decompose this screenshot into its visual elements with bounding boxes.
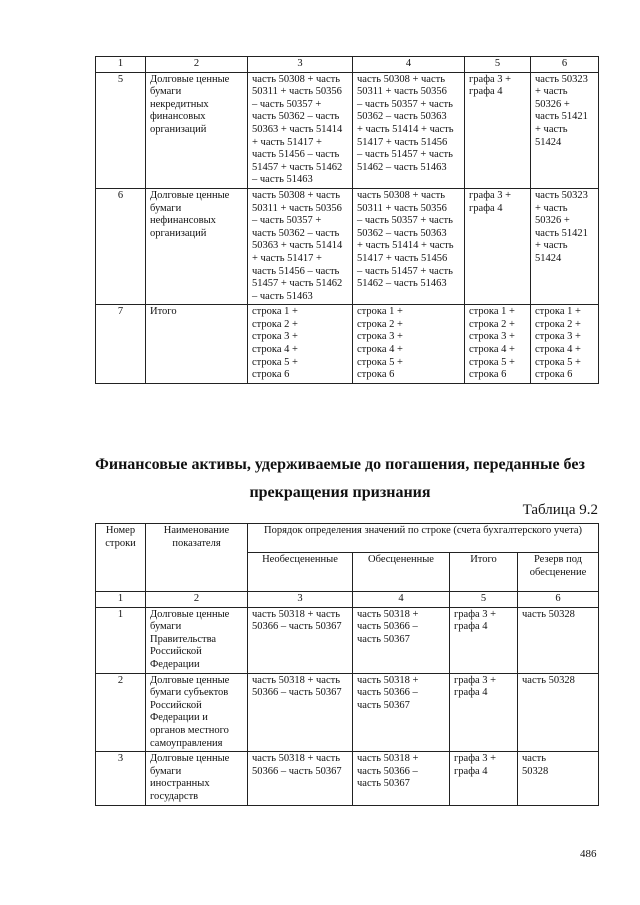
cell-col-4: часть 50308 + часть 50311 + часть 50356 – часть 50357 + часть 50362 – часть 50363 + часть 51414 + часть 51417 + часть 51456 – часть 51457 + часть 51462 – часть 51463: [353, 188, 465, 304]
section-title-line2: прекращения признания: [249, 484, 431, 501]
cell-col-5: графа 3 + графа 4: [465, 188, 531, 304]
header-impairment-reserve: Резерв под обесценение: [518, 553, 599, 592]
table-row: [96, 305, 599, 384]
section-title-line1: Финансовые активы, удерживаемые до погашения, переданные без: [95, 456, 585, 473]
cell-col-4: часть 50318 + часть 50366 – часть 50367: [353, 752, 450, 805]
row-number: 2: [96, 673, 146, 752]
cell-col-5: графа 3 + графа 4: [450, 673, 518, 752]
column-number: 6: [531, 57, 599, 73]
table-row: [96, 188, 599, 304]
cell-col-5: графа 3 + графа 4: [465, 72, 531, 188]
header-row: [96, 524, 599, 553]
header-unimpaired: Необесцененные: [248, 553, 353, 592]
header-impaired: Обесцененные: [353, 553, 450, 592]
cell-col-3: часть 50318 + часть 50366 – часть 50367: [248, 673, 353, 752]
cell-col-3: часть 50318 + часть 50366 – часть 50367: [248, 752, 353, 805]
header-indicator-name: Наименование показателя: [146, 524, 248, 592]
cell-col-4: часть 50318 + часть 50366 – часть 50367: [353, 673, 450, 752]
column-number: 4: [353, 592, 450, 608]
row-number: 3: [96, 752, 146, 805]
cell-col-4: часть 50318 + часть 50366 – часть 50367: [353, 607, 450, 673]
cell-col-3: строка 1 + строка 2 + строка 3 + строка 4 + строка 5 + строка 6: [248, 305, 353, 384]
table-continuation: [95, 56, 599, 384]
page-number: 486: [580, 848, 597, 860]
header-determination-order: Порядок определения значений по строке (счета бухгалтерского учета): [248, 524, 599, 553]
cell-col-6: часть 50328: [518, 752, 599, 805]
row-name: Долговые ценные бумаги нефинансовых организаций: [146, 188, 248, 304]
cell-col-4: часть 50308 + часть 50311 + часть 50356 – часть 50357 + часть 50362 – часть 50363 + часть 51414 + часть 51417 + часть 51456 – часть 51457 + часть 51462 – часть 51463: [353, 72, 465, 188]
header-row-number: Номер строки: [96, 524, 146, 592]
cell-col-3: часть 50318 + часть 50366 – часть 50367: [248, 607, 353, 673]
column-number: 2: [146, 57, 248, 73]
table-9-2: [95, 523, 599, 806]
row-number: 5: [96, 72, 146, 188]
row-number: 1: [96, 607, 146, 673]
cell-col-5: графа 3 + графа 4: [450, 752, 518, 805]
column-number: 3: [248, 57, 353, 73]
row-number: 6: [96, 188, 146, 304]
column-number: 1: [96, 57, 146, 73]
cell-col-3: часть 50308 + часть 50311 + часть 50356 – часть 50357 + часть 50362 – часть 50363 + часть 51414 + часть 51417 + часть 51456 – часть 51457 + часть 51462 – часть 51463: [248, 72, 353, 188]
row-name: Долговые ценные бумаги субъектов Российской Федерации и органов местного самоуправления: [146, 673, 248, 752]
header-total: Итого: [450, 553, 518, 592]
cell-col-6: часть 50323 + часть 50326 + часть 51421 + часть 51424: [531, 72, 599, 188]
cell-col-5: графа 3 + графа 4: [450, 607, 518, 673]
table-row: [96, 752, 599, 805]
table-row: [96, 673, 599, 752]
table-row: [96, 607, 599, 673]
row-name: Долговые ценные бумаги иностранных государств: [146, 752, 248, 805]
cell-col-4: строка 1 + строка 2 + строка 3 + строка 4 + строка 5 + строка 6: [353, 305, 465, 384]
cell-col-5: строка 1 + строка 2 + строка 3 + строка 4 + строка 5 + строка 6: [465, 305, 531, 384]
column-number: 4: [353, 57, 465, 73]
column-number-row: [96, 57, 599, 73]
column-number-row: [96, 592, 599, 608]
column-number: 2: [146, 592, 248, 608]
row-number: 7: [96, 305, 146, 384]
cell-col-6: строка 1 + строка 2 + строка 3 + строка 4 + строка 5 + строка 6: [531, 305, 599, 384]
column-number: 3: [248, 592, 353, 608]
table-row: [96, 72, 599, 188]
column-number: 6: [518, 592, 599, 608]
cell-col-6: часть 50328: [518, 607, 599, 673]
column-number: 1: [96, 592, 146, 608]
table-caption: Таблица 9.2: [522, 502, 598, 518]
row-name: Долговые ценные бумаги Правительства Российской Федерации: [146, 607, 248, 673]
column-number: 5: [450, 592, 518, 608]
row-name: Долговые ценные бумаги некредитных финансовых организаций: [146, 72, 248, 188]
column-number: 5: [465, 57, 531, 73]
cell-col-6: часть 50328: [518, 673, 599, 752]
cell-col-6: часть 50323 + часть 50326 + часть 51421 + часть 51424: [531, 188, 599, 304]
row-name: Итого: [146, 305, 248, 384]
cell-col-3: часть 50308 + часть 50311 + часть 50356 – часть 50357 + часть 50362 – часть 50363 + часть 51414 + часть 51417 + часть 51456 – часть 51457 + часть 51462 – часть 51463: [248, 188, 353, 304]
